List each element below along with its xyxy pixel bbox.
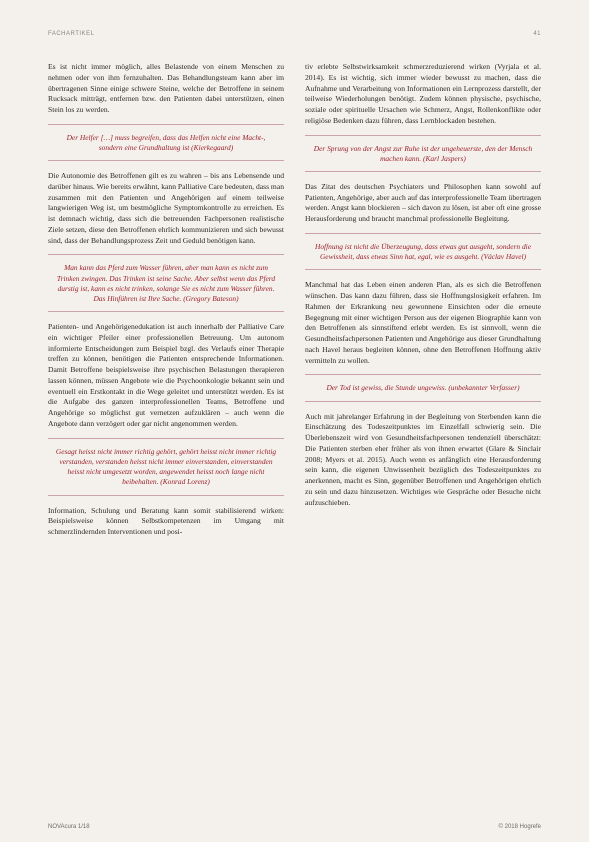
paragraph: Manchmal hat das Leben einen anderen Plan, als es sich die Betroffenen wünschen. Das kann dazu führen, dass sie Hoffnungslosigkeit erfahren. Im Rahmen der Erkrankung neu gewonnene Einsichten oder die erneute Begegnung mit einer wichtigen Person aus der eigenen Biographie kann von den Betroffenen als sinnstiftend erlebt werden. Es ist sinnvoll, wenn die Gesundheitsfachpersonen Patienten und Angehörige aus dieser Grundhaltung nach Havel heraus begleiten können, ohne den Betroffenen Hoffnung aktiv vermitteln zu wollen. [305,280,541,365]
paragraph: Patienten- und Angehörigenedukation ist auch innerhalb der Palliative Care ein wichtiger Pfeiler einer professionellen Betreuung. Um autonom informierte Entscheidungen zum Beispiel bzgl. des Verlaufs einer Therapie treffen zu können, benötigen die Patienten entsprechende Informationen. Damit Betroffene beispielsweise ihre psychischen Belastungen therapieren lassen können, müssen Angebote wie die Psychoonkologie bekannt sein und eventuell ein Erstkontakt in die Wege geleitet und unterstützt werden. Es ist die Aufgabe des ganzen interprofessionellen Teams, Betroffene und Angehörige so möglichst gut vernetzen aufzuklären – auch wenn die Angebote dann verzögert oder gar nicht angenommen werden. [48,322,284,428]
pull-quote: Der Sprung von der Angst zur Ruhe ist der ungeheuerste, den der Mensch machen kann. (Karl Jaspers) [305,135,541,172]
page-footer [48,824,541,830]
paragraph: tiv erlebte Selbstwirksamkeit schmerzreduzierend wirken (Vyrjala et al. 2014). Es ist wichtig, sich immer wieder bewusst zu machen, dass die Aufnahme und Verarbeitung von Informationen ein Lernprozess darstellt, der teilweise Wiederholungen benötigt. Zudem können physische, psychische, soziale oder spirituelle Ursachen wie Schmerz, Angst, Rollenkonflikte oder religiöse Bedenken dazu führen, dass Lernblockaden bestehen. [305,62,541,125]
running-head [48,31,541,37]
page-number: 41 [533,31,541,37]
paragraph: Auch mit jahrelanger Erfahrung in der Begleitung von Sterbenden kann die Einschätzung des Todeszeitpunktes im Einzelfall schwierig sein. Die Überlebenszeit wird von Gesundheitsfachpersonen tendenziell überschätzt: Die Patienten sterben eher früher als von ihnen erwartet (Glare & Sinclair 2008; Myers et al. 2015). Auch wenn es anfänglich eine Herausforderung sein kann, die eigenen Unwissenheit bezüglich des Todeszeitpunktes zu anerkennen, macht es Sinn, gegenüber Betroffenen und Angehörigen ehrlich zu sein und dazu hinzusetzen. Wichtiges wie Gespräche oder Besuche nicht aufzuschieben. [305,411,541,507]
paragraph: Das Zitat des deutschen Psychiaters und Philosophen kann sowohl auf Patienten, Angehörige, aber auch auf das interprofessionelle Team übertragen werden. Angst kann blockieren – sich davon zu lösen, ist aber oft eine grosse Herausforderung und braucht manchmal professionelle Begleitung. [305,181,541,224]
copyright: © 2018 Hogrefe [498,824,541,830]
article-columns [48,62,541,812]
pull-quote: Gesagt heisst nicht immer richtig gehört, gehört heisst nicht immer richtig verstanden, verstanden heisst nicht immer einverstanden, einverstanden heisst nicht umgesetzt worden, angewendet heisst noch lange nicht beibehalten. (Konrad Lorenz) [48,438,284,496]
paragraph: Die Autonomie des Betroffenen gilt es zu wahren – bis ans Lebensende und darüber hinaus. Wie bereits erwähnt, kann Palliative Care bedeuten, dass man zusammen mit den Patienten und Angehörigen auf einem teilweise langwierigen Weg ist, um bestmögliche Symptomkontrolle zu erreichen. Es ist demnach wichtig, dass sich die betreuenden Fachpersonen realistische Ziele setzen, diese den Betroffenen ehrlich kommunizieren und sich bewusst sind, dass der Behandlungsprozess Zeit und Geduld benötigen kann. [48,171,284,245]
left-column [48,62,284,812]
paragraph: Information, Schulung und Beratung kann somit stabilisierend wirken: Beispielsweise können Selbstkompetenzen im Umgang mit schmerzlindernden Interventionen und posi- [48,505,284,537]
right-column [305,62,541,812]
pull-quote: Der Tod ist gewiss, die Stunde ungewiss. (unbekannter Verfasser) [305,374,541,401]
pull-quote: Hoffnung ist nicht die Überzeugung, dass etwas gut ausgeht, sondern die Gewissheit, dass etwas Sinn hat, egal, wie es ausgeht. (Václav Havel) [305,233,541,270]
paragraph: Es ist nicht immer möglich, alles Belastende von einem Menschen zu nehmen oder von ihm fernzuhalten. Das Behandlungsteam kann aber im übertragenen Sinne einige schwere Steine, welche der Betroffene in seinem Rucksack mitträgt, entfernen bzw. den Patienten dabei unterstützen, einen Stein los zu werden. [48,62,284,114]
pull-quote: Man kann das Pferd zum Wasser führen, aber man kann es nicht zum Trinken zwingen. Das Trinken ist seine Sache. Aber selbst wenn das Pferd durstig ist, kann es nicht trinken, solange Sie es nicht zum Wasser führen. Das Hinführen ist Ihre Sache. (Gregory Bateson) [48,254,284,312]
pull-quote: Der Helfer […] muss begreifen, dass das Helfen nicht eine Macht-, sondern eine Grundhaltung ist (Kierkegaard) [48,124,284,161]
section-label: FACHARTIKEL [48,31,95,37]
journal-issue: NOVAcura 1/18 [48,824,90,830]
